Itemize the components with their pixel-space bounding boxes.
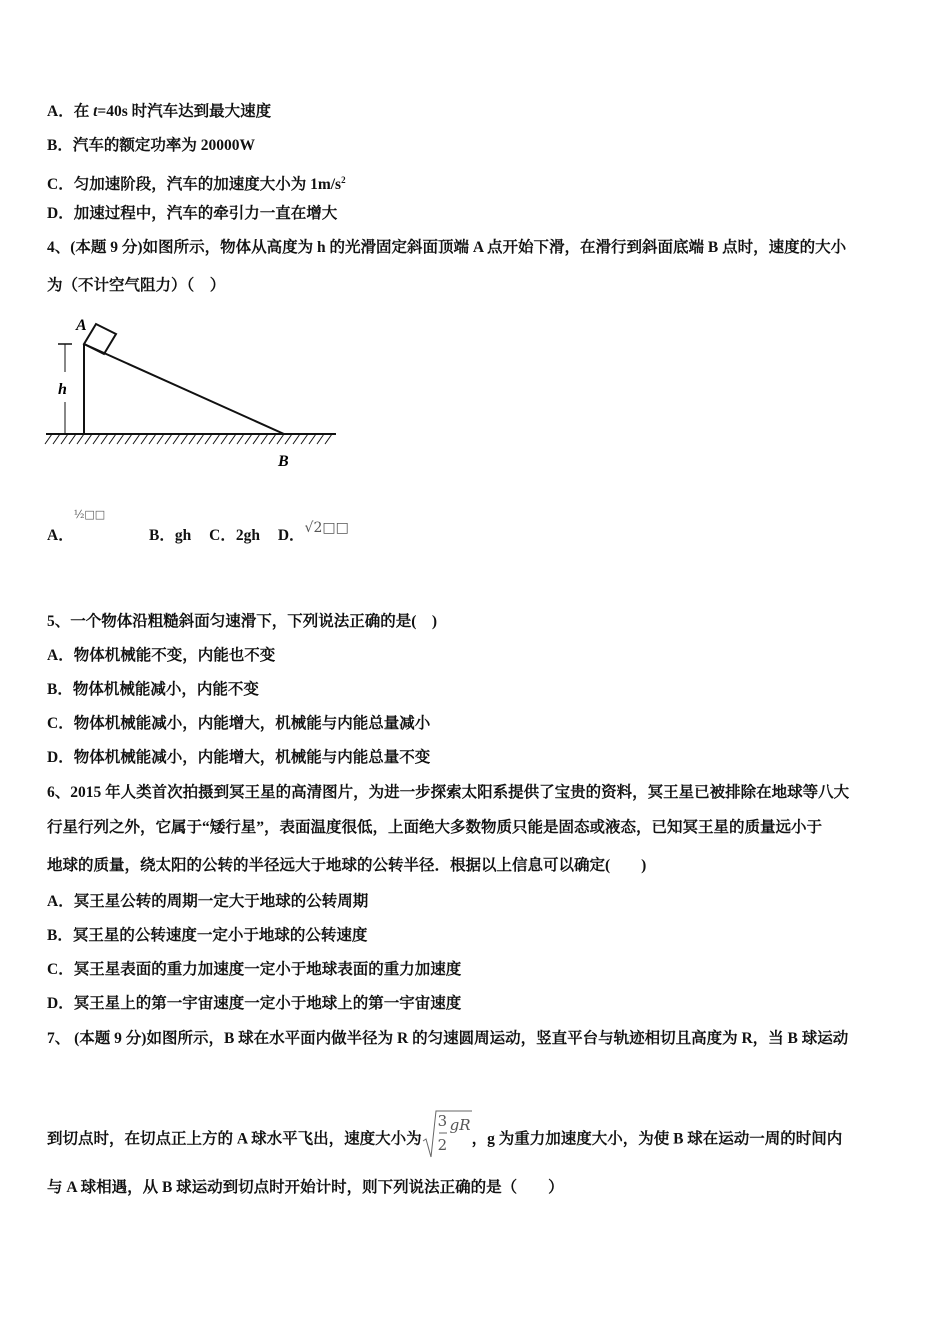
hatch-mark: [117, 434, 124, 444]
hatch-mark: [309, 434, 316, 444]
hatch-mark: [165, 434, 172, 444]
label-a: A: [76, 317, 87, 334]
text: 到切点时，在切点正上方的 A 球水平飞出，速度大小为: [47, 1130, 422, 1148]
hatch-mark: [213, 434, 220, 444]
q4-options: [47, 508, 349, 547]
hatch-mark: [197, 434, 204, 444]
hatch-mark: [181, 434, 188, 444]
option-text: 匀加速阶段，汽车的加速度大小为 1m/s: [73, 176, 342, 194]
hatch-mark: [141, 434, 148, 444]
hatch-mark: [157, 434, 164, 444]
hatch-mark: [269, 434, 276, 444]
q5-option-d: D．物体机械能减小，内能增大，机械能与内能总量不变: [47, 749, 431, 766]
q4-stem-line1: 4、(本题 9 分)如图所示，物体从高度为 h 的光滑固定斜面顶端 A 点开始下滑，在滑行到斜面底端 B 点时，速度的大小: [47, 239, 847, 256]
ground-hatch: [45, 434, 332, 444]
hatch-mark: [205, 434, 212, 444]
sqrt-formula: [422, 1109, 472, 1159]
hatch-mark: [293, 434, 300, 444]
q5-option-a: A．物体机械能不变，内能也不变: [47, 647, 276, 664]
option-d-formula: √2□□: [304, 520, 349, 536]
q6-option-c: C．冥王星表面的重力加速度一定小于地球表面的重力加速度: [47, 961, 462, 978]
q5-option-b: B．物体机械能减小，内能不变: [47, 681, 259, 698]
hatch-mark: [237, 434, 244, 444]
q6-stem-line2: 行星行列之外，它属于“矮行星”，表面温度很低，上面绝大多数物质只能是固态或液态，已知冥王星的质量远小于: [47, 819, 823, 836]
incline-slope: [84, 344, 284, 434]
hatch-mark: [325, 434, 332, 444]
q6-stem-line1: 6、2015 年人类首次拍摄到冥王星的高清图片，为进一步探索太阳系提供了宝贵的资料，冥王星已被排除在地球等八大: [47, 784, 850, 801]
hatch-mark: [125, 434, 132, 444]
q6-option-a: A．冥王星公转的周期一定大于地球的公转周期: [47, 893, 369, 910]
option-text: =40s 时汽车达到最大速度: [97, 103, 272, 120]
hatch-mark: [301, 434, 308, 444]
hatch-mark: [277, 434, 284, 444]
hatch-mark: [85, 434, 92, 444]
variable-t: t: [93, 103, 98, 120]
hatch-mark: [221, 434, 228, 444]
option-label: A．: [47, 103, 74, 120]
hatch-mark: [253, 434, 260, 444]
option-text: 汽车的额定功率为 20000W: [72, 137, 255, 154]
gR: gR: [449, 1116, 471, 1134]
hatch-mark: [109, 434, 116, 444]
option-label: B．: [47, 137, 73, 154]
q7-stem-line3: 与 A 球相遇，从 B 球运动到切点时开始计时，则下列说法正确的是（ ）: [47, 1179, 564, 1196]
option-d-label: D．: [277, 527, 305, 544]
option-b: B．gh: [149, 527, 192, 544]
q5-option-c: C．物体机械能减小，内能增大，机械能与内能总量减小: [47, 715, 431, 732]
hatch-mark: [173, 434, 180, 444]
block: [84, 324, 116, 354]
q7-stem-line1: 7、 (本题 9 分)如图所示，B 球在水平面内做半径为 R 的匀速圆周运动，竖直平台与轨迹相切且高度为 R，当 B 球运动: [47, 1030, 849, 1047]
q6-option-b: B．冥王星的公转速度一定小于地球的公转速度: [47, 927, 368, 944]
hatch-mark: [101, 434, 108, 444]
q5-stem: 5、一个物体沿粗糙斜面匀速滑下，下列说法正确的是( ): [47, 613, 438, 630]
hatch-mark: [245, 434, 252, 444]
q6-stem-line3: 地球的质量，绕太阳的公转的半径远大于地球的公转半径．根据以上信息可以确定( ): [47, 857, 647, 874]
hatch-mark: [229, 434, 236, 444]
incline-figure: [44, 310, 344, 480]
label-h: h: [58, 381, 67, 398]
q7-stem-line2: [47, 1112, 843, 1165]
q6-option-d: D．冥王星上的第一宇宙速度一定小于地球上的第一宇宙速度: [47, 995, 462, 1012]
option-label: C．: [47, 176, 74, 194]
q3-option-d: [47, 204, 337, 224]
hatch-mark: [317, 434, 324, 444]
hatch-mark: [189, 434, 196, 444]
q4-stem-line2: 为（不计空气阻力）（ ）: [47, 277, 226, 294]
hatch-mark: [69, 434, 76, 444]
q3-option-a: [47, 102, 271, 122]
hatch-mark: [285, 434, 292, 444]
q3-option-b: [47, 136, 255, 156]
hatch-mark: [77, 434, 84, 444]
text: ，g 为重力加速度大小，为使 B 球在运动一周的时间内: [471, 1130, 843, 1148]
option-a-label: A．: [47, 527, 74, 544]
option-a-formula: ½□□: [73, 508, 106, 521]
hatch-mark: [93, 434, 100, 444]
option-c: C．2gh: [209, 527, 260, 544]
denominator: 2: [437, 1136, 448, 1154]
superscript: 2: [341, 175, 346, 185]
hatch-mark: [53, 434, 60, 444]
label-b: B: [278, 453, 289, 470]
option-text: 加速过程中，汽车的牵引力一直在增大: [73, 205, 338, 222]
hatch-mark: [45, 434, 52, 444]
hatch-mark: [133, 434, 140, 444]
q3-option-c: [47, 170, 346, 195]
numerator: 3: [437, 1112, 448, 1130]
hatch-mark: [61, 434, 68, 444]
hatch-mark: [261, 434, 268, 444]
option-label: D．: [47, 205, 74, 222]
option-text: 在: [73, 103, 94, 120]
hatch-mark: [149, 434, 156, 444]
